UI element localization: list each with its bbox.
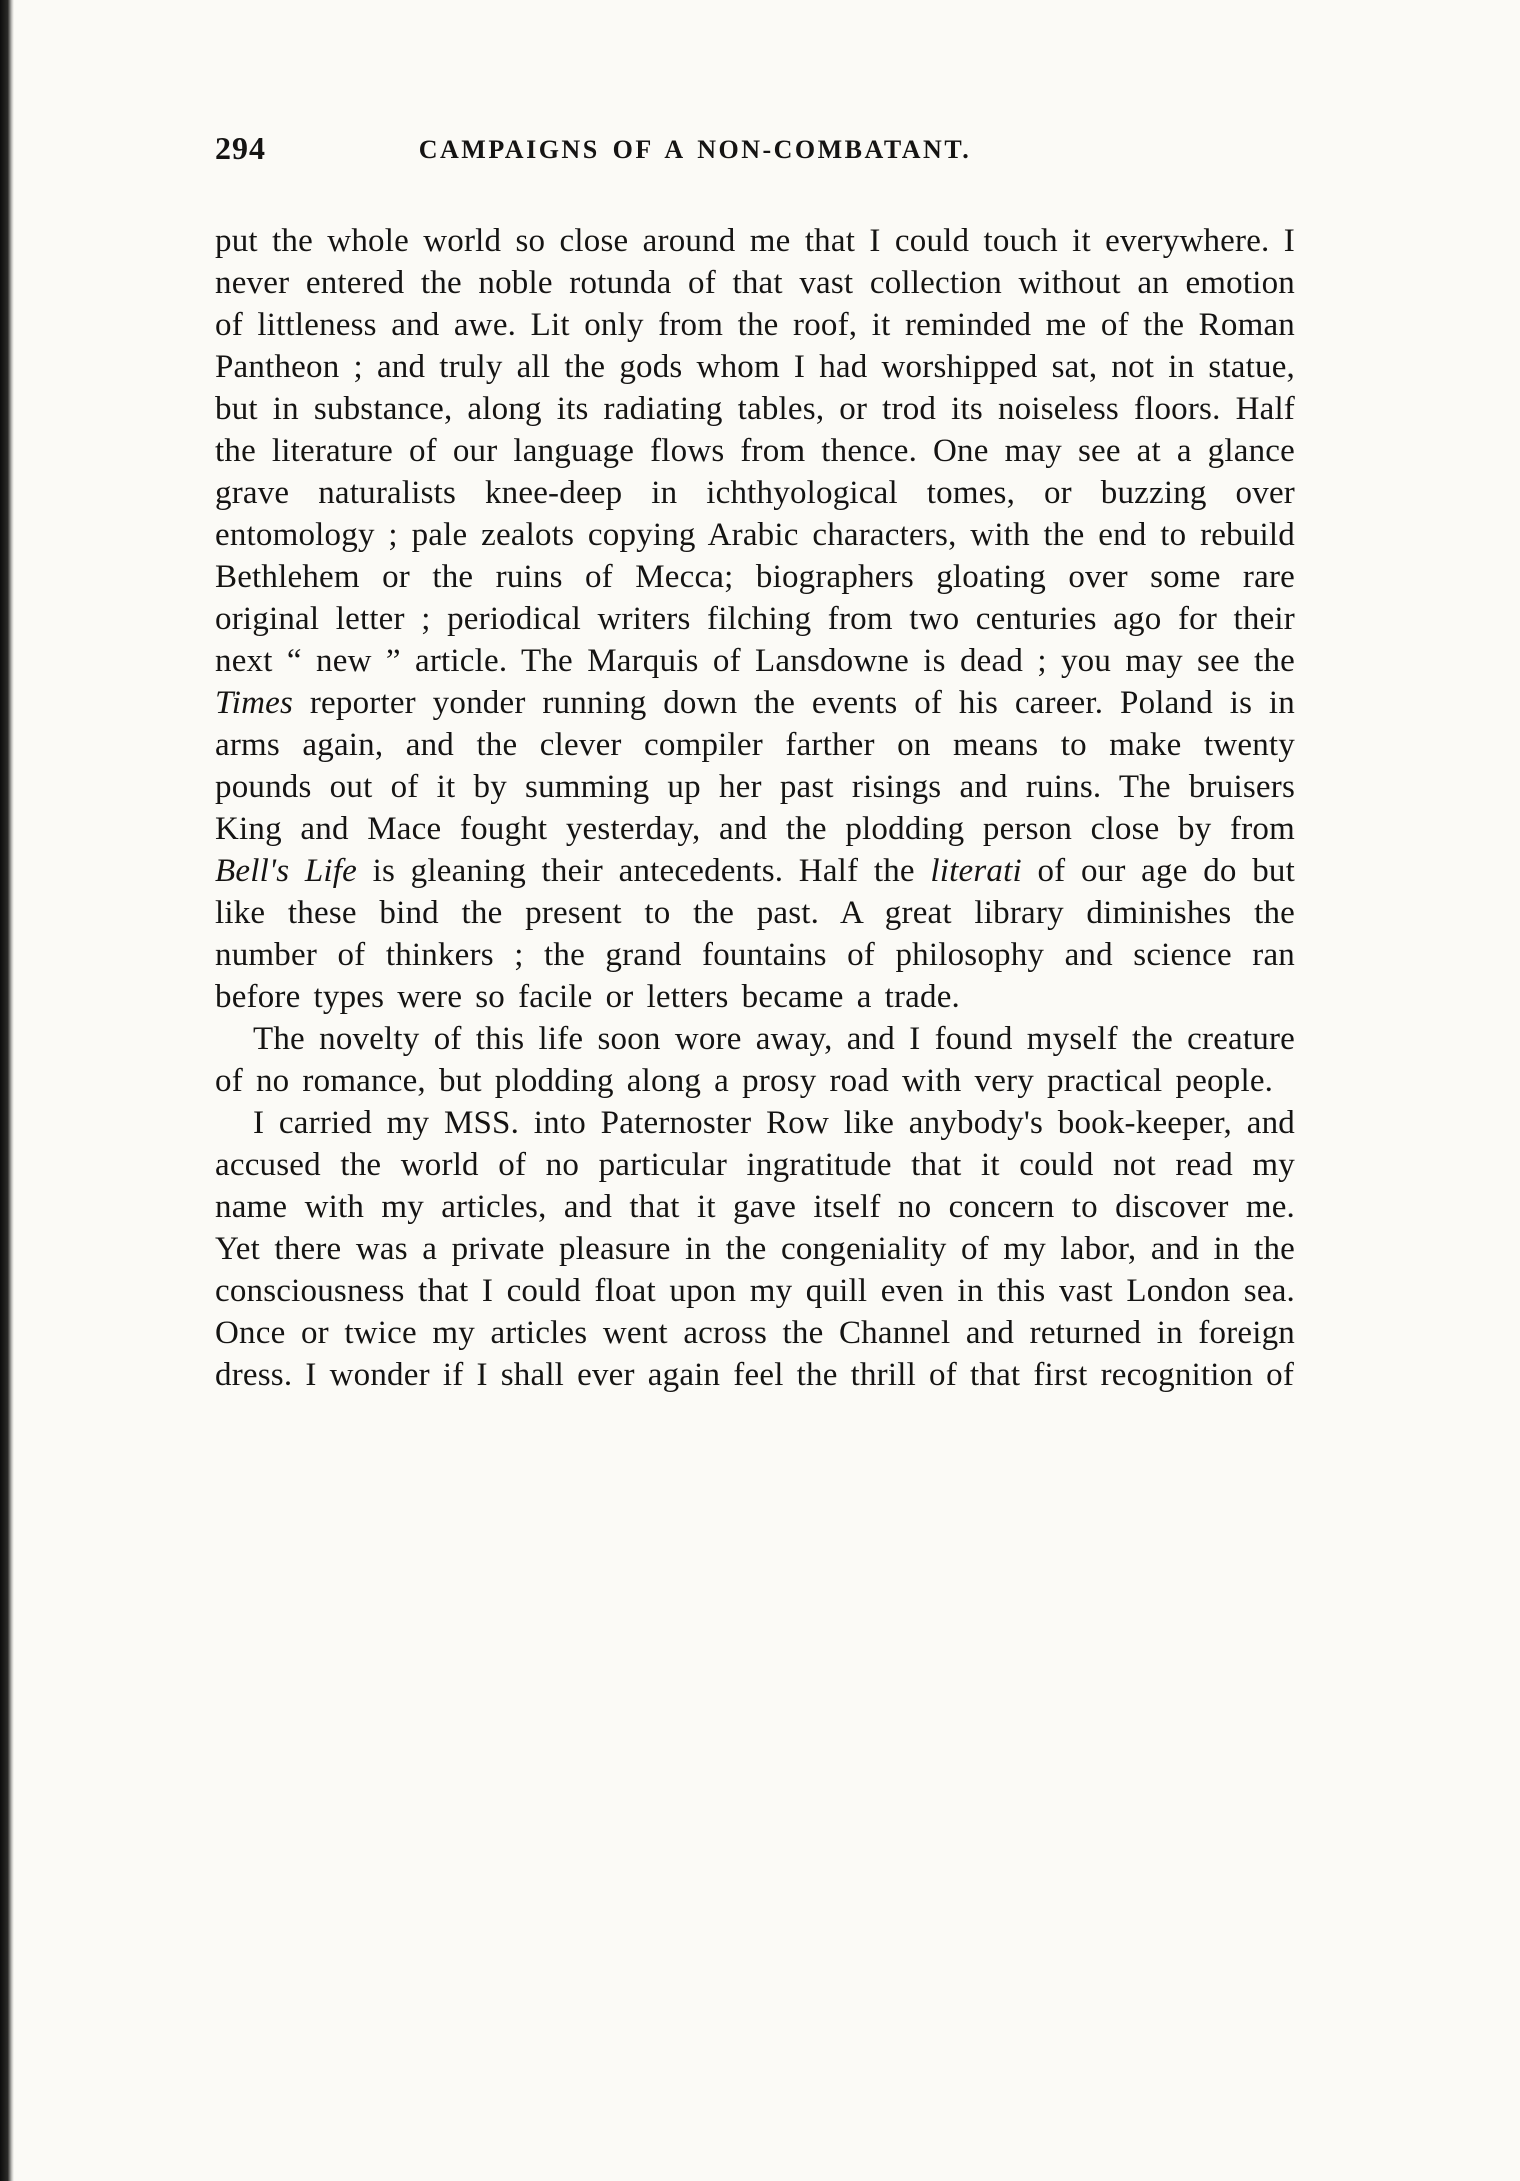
body-text: put the whole world so close around me that I could touch it everywhere. I never entered the noble rotunda of that vast collection without an emotion of littleness and awe. Lit only from the roof, it reminded me of the Roman Pantheon ; and truly all the gods whom I had worshipped sat, not in statue, but in substance, along its radiating tables, or trod its noiseless floors. Half the literature of our language flows from thence. One may see at a glance grave naturalists knee-deep in ichthyological tomes, or buzzing over entomology ; pale zealots copying Arabic characters, with the end to rebuild Bethlehem or the ruins of Mecca; biographers gloating over some rare original letter ; periodical writers filching from two centuries ago for their next “ new ” article. The Marquis of Lansdowne is dead ; you may see the: [215, 223, 1295, 679]
paragraph: [215, 1018, 1295, 1102]
page-text-block: [215, 130, 1295, 1396]
paragraph: [215, 1102, 1295, 1396]
paragraph: [215, 220, 1295, 1018]
page-number: 294: [215, 130, 266, 166]
running-title: CAMPAIGNS OF A NON-COMBATANT.: [418, 135, 972, 164]
body-text: is gleaning their antecedents. Half the: [357, 853, 931, 889]
italic-text: literati: [930, 853, 1022, 889]
italic-text: Times: [215, 685, 294, 721]
body-text: of our age do but like these bind the present to the past. A great library diminishes the number of thinkers ; the grand fountains of philosophy and science ran before types were so facile or letters became a trade.: [215, 853, 1295, 1015]
body-text: reporter yonder running down the events of his career. Poland is in arms again, and the clever compiler farther on means to make twenty pounds out of it by summing up her past risings and ruins. The bruisers King and Mace fought yesterday, and the plodding person close by from: [215, 685, 1295, 847]
body-text: The novelty of this life soon wore away, and I found myself the creature of no romance, but plodding along a prosy road with very practical people.: [215, 1021, 1295, 1099]
scan-edge-left: [0, 0, 14, 2181]
italic-text: Bell's Life: [215, 853, 358, 889]
page-header: [215, 130, 1295, 178]
body-text: I carried my MSS. into Paternoster Row like anybody's book-keeper, and accused the world of no particular ingratitude that it could not read my name with my articles, and that it gave itself no concern to discover me. Yet there was a private pleasure in the congeniality of my labor, and in the consciousness that I could float upon my quill even in this vast London sea. Once or twice my articles went across the Channel and returned in foreign dress. I wonder if I shall ever again feel the thrill of that first recognition of: [215, 1105, 1295, 1393]
page-body: [215, 220, 1295, 1396]
